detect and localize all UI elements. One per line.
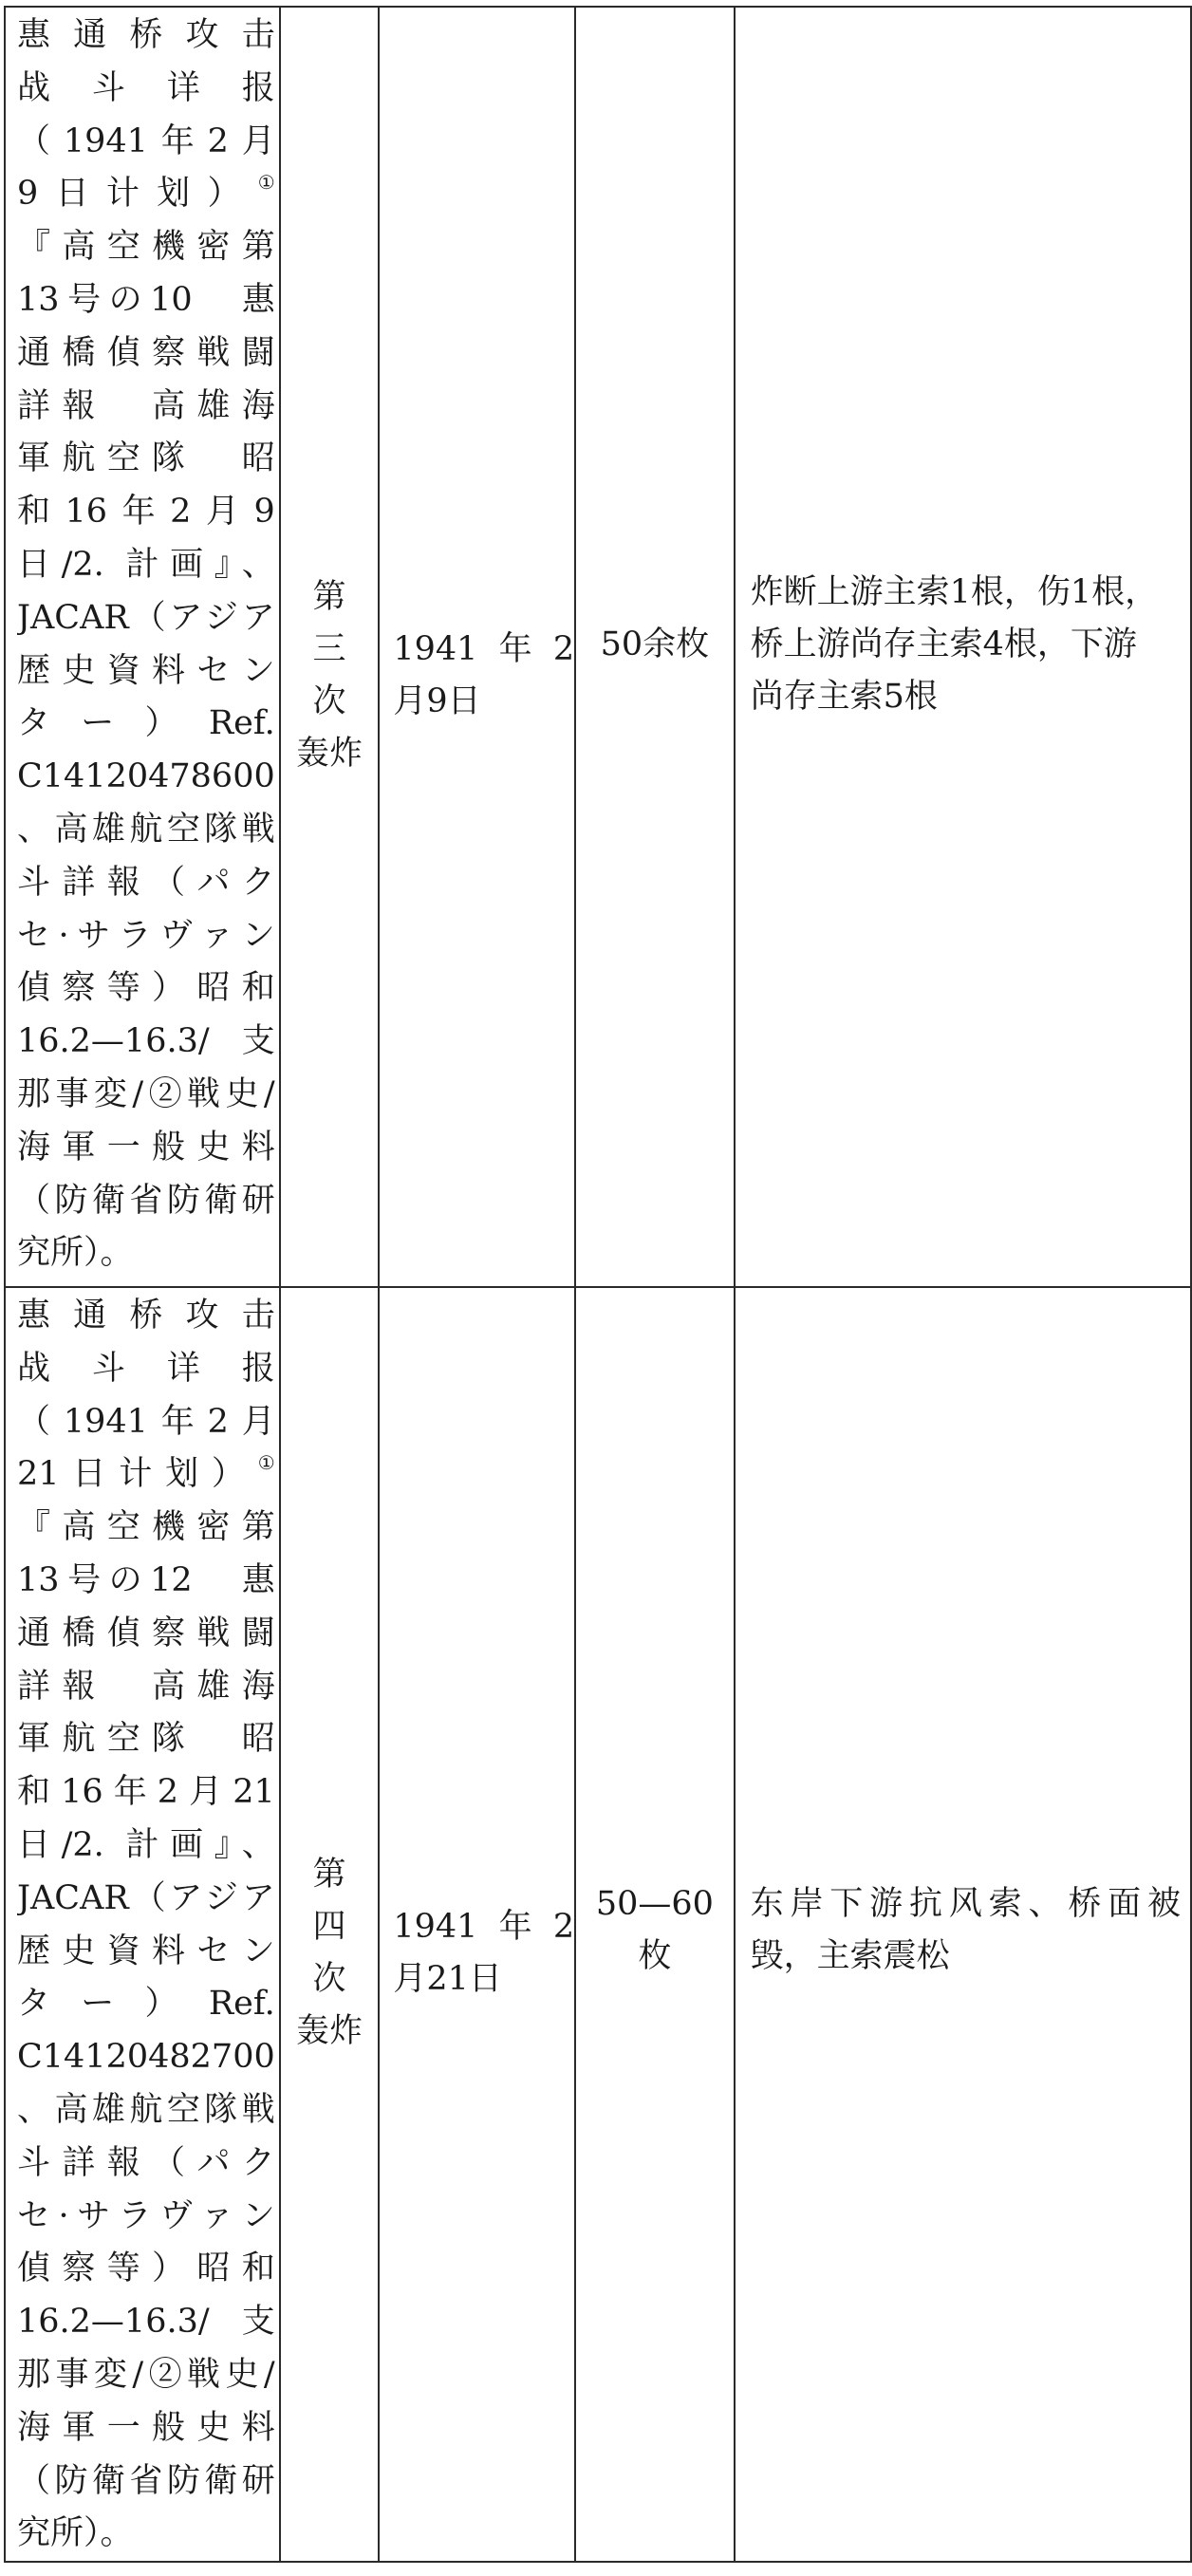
source-line: 斗詳報（パク [17,2143,275,2182]
result-line: 桥上游尚存主索4根，下游 [750,625,1137,663]
source-cell [5,7,280,1287]
source-line: （防衛省防衛研 [17,1181,275,1220]
table-row [5,7,1191,1287]
source-line-with-note [17,168,275,221]
source-line: 歴史資料セン [17,651,275,690]
sequence-line: 第三 [312,577,379,668]
sequence-cell [280,1287,380,2562]
date-line: 月9日 [393,681,481,720]
source-line: C14120482700 [17,2038,275,2077]
source-cell [5,1287,280,2562]
source-line: 战斗详报 [17,68,275,107]
source-line: 日/2. 計画』、 [17,545,275,584]
date-cell [379,7,575,1287]
source-line: 海軍一般史料 [17,1128,275,1167]
source-line: 斗詳報（パク [17,863,275,902]
date-cell [379,1287,575,2562]
source-line: （1941年2月 [17,121,275,160]
source-line: 『高空機密第 [17,1508,275,1547]
source-citation [6,1288,279,2561]
source-line: 日/2. 計画』、 [17,1825,275,1864]
bomb-quantity [576,619,733,671]
source-line: 和16年2月9 [17,493,275,532]
source-line: 海軍一般史料 [17,2408,275,2447]
source-line: 那事変/②戦史/ [17,1074,275,1113]
bombing-date [380,1901,574,2006]
source-line: 歴史資料セン [17,1932,275,1970]
sequence-cell [280,7,380,1287]
bombing-records-table [4,6,1192,2563]
bombing-date [380,624,574,728]
source-line: （1941年2月 [17,1402,275,1441]
source-line: 那事変/②戦史/ [17,2355,275,2394]
source-line: 軍航空隊 昭 [17,439,275,478]
quantity-cell [575,1287,734,2562]
bombing-sequence [281,571,379,780]
source-line: 通橋偵察戦闘 [17,333,275,372]
source-line: セ·サラヴァン [17,916,275,955]
source-line: 軍航空隊 昭 [17,1720,275,1759]
result-line: 东岸下游抗风索、桥面被 [750,1884,1181,1923]
source-line: 詳報 高雄海 [17,386,275,425]
source-line: 、高雄航空隊戦 [17,810,275,849]
source-line: 战斗详报 [17,1349,275,1388]
source-line-with-note [17,1448,275,1502]
bombing-result [736,567,1190,723]
sequence-line: 第四 [312,1855,379,1946]
source-line: 、高雄航空隊戦 [17,2090,275,2129]
source-line: 惠通桥攻击 [17,16,275,54]
source-line: 9日计划） [17,175,258,214]
source-line: 究所）。 [17,2514,134,2553]
source-line: セ·サラヴァン [17,2196,275,2235]
source-line: 『高空機密第 [17,228,275,267]
sequence-line: 次 [312,1959,346,1998]
bomb-quantity [576,1878,733,1983]
bombing-sequence [281,1849,379,2058]
footnote-marker: ① [257,171,275,195]
result-cell [735,7,1191,1287]
quantity-line: 枚 [638,1936,672,1975]
sequence-line: 轰炸 [296,734,363,773]
result-cell [735,1287,1191,2562]
source-line: 13号の10 惠 [17,280,275,319]
source-line: 16.2—16.3/支 [17,1022,275,1061]
result-line: 炸断上游主索1根，伤1根， [750,573,1159,611]
sequence-line: 次 [312,681,346,720]
source-citation [6,8,279,1280]
source-line: 16.2—16.3/支 [17,2303,275,2342]
source-line: 偵察等）昭和 [17,969,275,1008]
source-line: 偵察等）昭和 [17,2249,275,2288]
result-line: 毁，主索震松 [750,1936,950,1975]
footnote-marker: ① [257,1451,275,1475]
source-line: 詳報 高雄海 [17,1667,275,1706]
source-line: ター）Ref. [17,1985,275,2024]
source-line: 究所）。 [17,1234,134,1273]
source-line: JACAR（アジア [17,1878,275,1917]
date-line: 1941 年 2 [393,1907,575,1946]
bombing-result [736,1878,1190,1983]
quantity-cell [575,7,734,1287]
source-line: 和16年2月21 [17,1773,275,1812]
quantity-line: 50余枚 [600,625,710,663]
table-row [5,1287,1191,2562]
source-line: C14120478600 [17,757,275,796]
quantity-line: 50—60 [595,1884,714,1923]
date-line: 1941 年 2 [393,629,575,668]
source-line: ター）Ref. [17,704,275,743]
date-line: 月21日 [393,1959,502,1998]
source-line: （防衛省防衛研 [17,2461,275,2500]
source-line: 惠通桥攻击 [17,1297,275,1335]
result-line: 尚存主索5根 [750,678,938,716]
source-line: 21日计划） [17,1455,258,1494]
source-line: JACAR（アジア [17,598,275,637]
sequence-line: 轰炸 [296,2011,363,2050]
source-line: 13号の12 惠 [17,1560,275,1599]
source-line: 通橋偵察戦闘 [17,1614,275,1652]
